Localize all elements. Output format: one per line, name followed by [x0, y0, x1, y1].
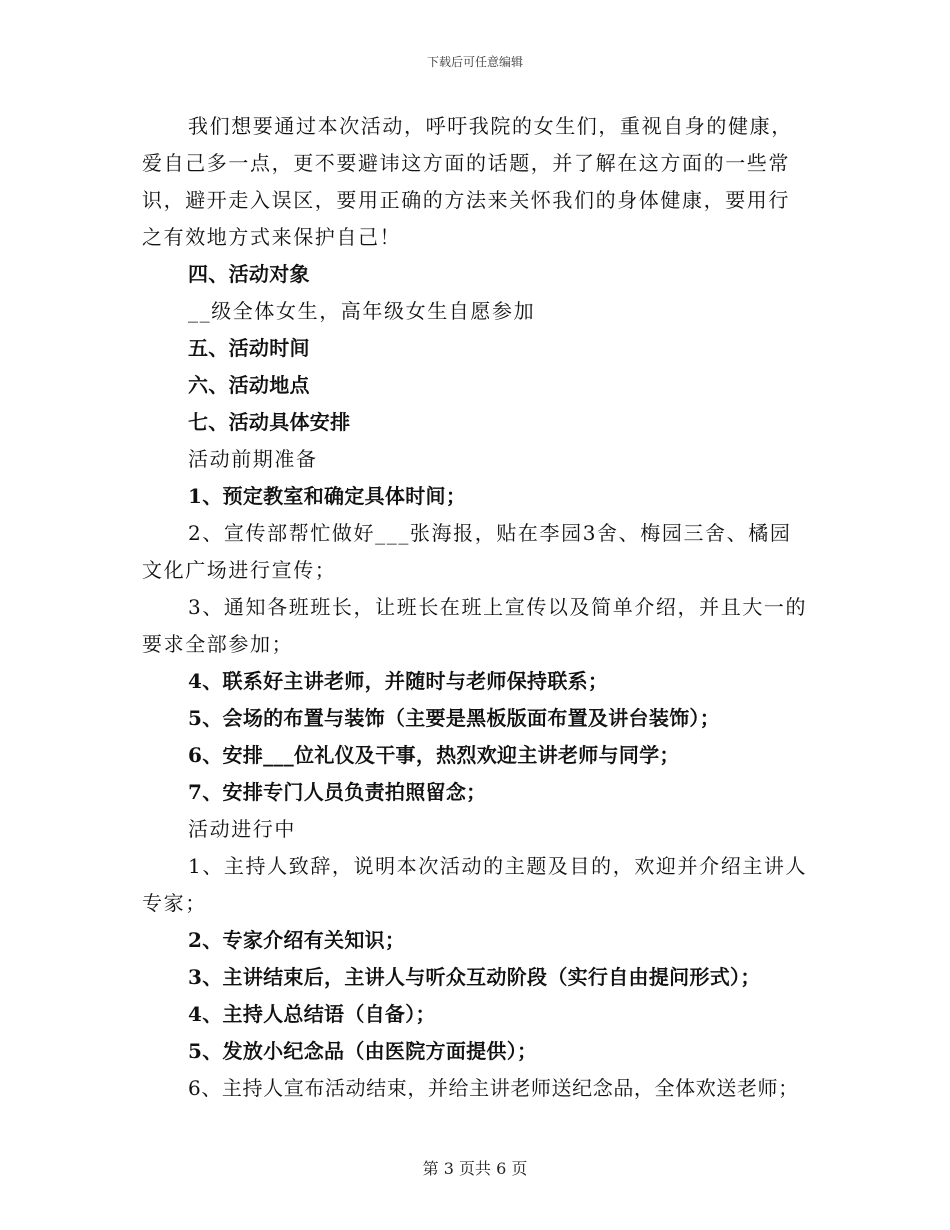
list-item: 4、联系好主讲老师，并随时与老师保持联系；	[188, 669, 609, 693]
list-item: 6、主持人宣布活动结束，并给主讲老师送纪念品，全体欢送老师；	[188, 1076, 799, 1100]
list-item: 3、通知各班班长，让班长在班上宣传以及简单介绍，并且大一的	[188, 595, 808, 619]
document-body	[142, 108, 810, 1107]
list-item: 3、主讲结束后，主讲人与听众互动阶段（实行自由提问形式）；	[188, 965, 761, 989]
paragraph-line: 之有效地方式来保护自己！	[142, 225, 402, 249]
list-item-continuation: 文化广场进行宣传；	[142, 558, 337, 582]
paragraph-line: 识，避开走入误区，要用正确的方法来关怀我们的身体健康，要用行	[142, 188, 790, 212]
section-heading: 七、活动具体安排	[188, 410, 351, 434]
list-item: 1、主持人致辞，说明本次活动的主题及目的，欢迎并介绍主讲人	[188, 854, 808, 878]
page-header: 下载后可任意编辑	[426, 55, 523, 69]
paragraph-line: 爱自己多一点，更不要避讳这方面的话题，并了解在这方面的一些常	[142, 151, 790, 175]
list-item: 2、宣传部帮忙做好___张海报，贴在李园3舍、梅园三舍、橘园	[188, 521, 792, 545]
list-item: 5、发放小纪念品（由医院方面提供）；	[188, 1039, 538, 1063]
section-heading: 五、活动时间	[188, 336, 310, 360]
list-item: 2、专家介绍有关知识；	[188, 928, 406, 952]
paragraph-line: 我们想要通过本次活动，呼吁我院的女生们，重视自身的健康，	[188, 114, 793, 138]
list-item-continuation: 要求全部参加；	[142, 632, 294, 656]
section-heading: 四、活动对象	[188, 262, 310, 286]
list-item: 4、主持人总结语（自备）；	[188, 1002, 436, 1026]
paragraph-line: __级全体女生，高年级女生自愿参加	[188, 299, 536, 323]
list-item: 7、安排专门人员负责拍照留念；	[188, 780, 487, 804]
subsection-label: 活动进行中	[188, 817, 296, 841]
page-footer: 第 3 页共 6 页	[422, 1159, 528, 1178]
list-item: 5、会场的布置与装饰（主要是黑板版面布置及讲台装饰）；	[188, 706, 721, 730]
list-item: 6、安排___位礼仪及干事，热烈欢迎主讲老师与同学；	[188, 743, 680, 767]
list-item: 1、预定教室和确定具体时间；	[188, 484, 467, 508]
list-item-continuation: 专家；	[142, 891, 207, 915]
subsection-label: 活动前期准备	[188, 447, 318, 471]
section-heading: 六、活动地点	[188, 373, 310, 397]
